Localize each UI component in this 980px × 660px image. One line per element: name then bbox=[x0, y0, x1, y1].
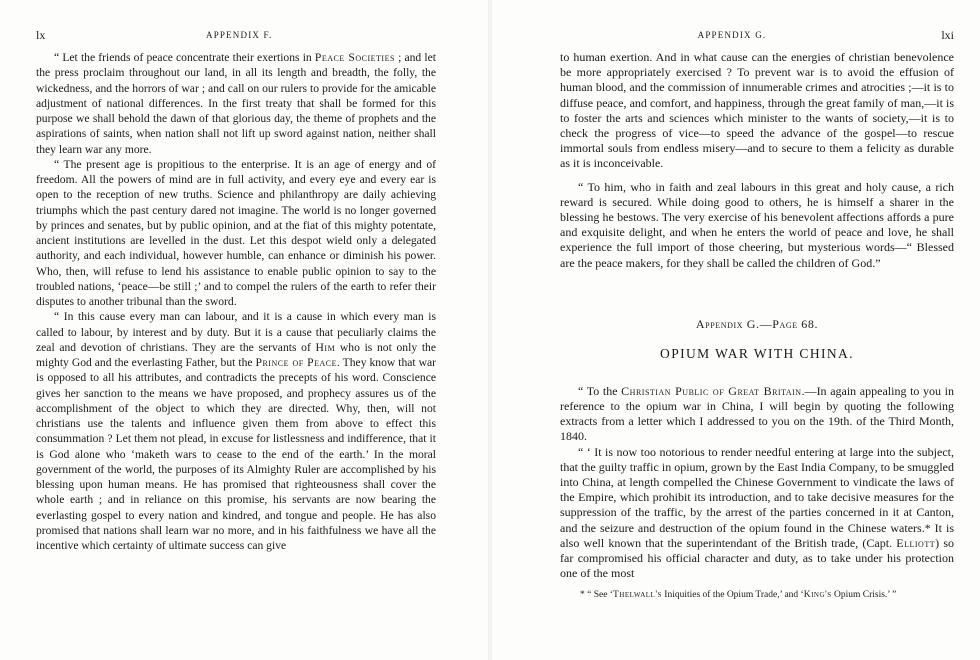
right-continued-paragraph: to human exertion. And in what cause can the energies of christian benevolence be more appropriately exercised ? To prevent war is to avoid the effusion of human blood, and the commission of innumerable crimes and atrocities ;—it is to diffuse peace, and comfort, and happiness, through the great family of man,—it is to foster the arts and sciences which minister to the wants of society,—it is to check the progress of vice—to speed the advance of the gospel—to rescue immortal souls from endless misery—and to secure to them a felicity as durable as it is inconceivable. bbox=[560, 50, 954, 171]
appendix-g-heading: Appendix G.—Page 68. bbox=[695, 316, 819, 331]
left-paragraph-3: “ In this cause every man can labour, and it is a cause in which every man is called to labour, by interest and by duty. But it is a cause that peculiarly claims the zeal and devotion of christians. They are the servants of Him who is not only the mighty God and the everlasting Father, but the Prince of Peace. They know that war is opposed to all his attributes, and contradicts the precepts of his word. Conscience gives her sanction to the means we have proposed, and prophecy assures us of the accomplishment of the object to which they are directed. Why, then, will not christians use the talents and influence given them from above to effect this consummation ? Let them not plead, in excuse for listlessness and indifference, that it is God alone who ‘maketh wars to cease to the end of the earth.’ In the moral government of the world, the purposes of its Almighty Ruler are accomplished by his blessing upon human means. He has promised that righteousness shall cover the whole earth ; and in reliance on this promise, his servants are now bearing the everlasting gospel to every nation and kindred, and tongue and people. He has also promised that nations shall learn war no more, and in his faithfulness we have all the incentive which certainty of ultimate success can give bbox=[36, 310, 436, 552]
right-page-number: lxi bbox=[941, 28, 954, 42]
right-page bbox=[490, 0, 980, 660]
right-paragraph-2: “ To him, who in faith and zeal labours in this great and holy cause, a rich reward is secured. While doing good to others, he is himself a sharer in the blessing he bestows. The very exercise of his benevolent affections affords a pure and exquisite delight, and when he enters the world of peace and love, he shall experience the full import of those cheering, but mysterious words—“ Blessed are the peace makers, for they shall be called the children of God.” bbox=[560, 179, 954, 270]
left-running-head bbox=[36, 28, 436, 50]
right-running-title: APPENDIX G. bbox=[697, 30, 767, 40]
letter-intro: “ To the Christian Public of Great Britain.—In again appealing to you in reference to the opium war in China, I will begin by quoting the following extracts from a letter which I addressed to you on the 19th. of the Third Month, 1840. bbox=[560, 383, 955, 444]
left-running-title: APPENDIX F. bbox=[206, 30, 273, 40]
opium-war-title: OPIUM WAR WITH CHINA. bbox=[660, 345, 854, 361]
left-paragraph-1: “ Let the friends of peace concentrate their exertions in Peace Societies ; and let the press proclaim throughout our land, in all its length and breadth, the folly, the wickedness, and the horrors of war ; and call on our rulers to provide for the amicable adjustment of national differences. In the first treaty that shall be formed for this purpose we shall behold the dawn of that glorious day, the theme of prophets and the aspirations of saints, when nation shall not lift up sword against nation, neither shall they learn war any more. bbox=[36, 51, 436, 156]
right-running-head bbox=[560, 28, 954, 50]
left-page-number: lx bbox=[36, 28, 46, 42]
letter-body: “ ‘ It is now too notorious to render needful entering at large into the subject, that the guilty traffic in opium, grown by the East India Company, to be smuggled into China, at length compelled the Chinese Government to vindicate the laws of the Empire, which prohibit its introduction, and to take decisive measures for the suppression of the traffic, by the arrest of the parties concerned in it at Canton, and the seizure and destruction of the opium found in the Chinese waters.* It is also well known that the superintendant of the British trade, (Capt. Elliott) so far compromised his official character and duty, as to take under his protection one of the most bbox=[560, 444, 954, 581]
footnote: * “ See ‘Thelwall's Iniquities of the Opium Trade,’ and ‘King's Opium Crisis.’ ” bbox=[580, 590, 897, 601]
left-paragraph-2: “ The present age is propitious to the enterprise. It is an age of energy and of freedom. All the powers of mind are in full activity, and every eye and every ear is open to the reception of new truths. Science and philanthropy are daily achieving triumphs which the past century dared not imagine. The world is no longer governed by princes and senates, but by public opinion, and at the fiat of this mighty potentate, ancient institutions are levelled in the dust. Let this despot wield only a delegated authority, and each individual, however humble, can enhance or diminish his power. Who, then, will refuse to lend his assistance to enable public opinion to say to the troubled nations, ‘peace—be still ;’ and to compel the rulers of the earth to refer their disputes to another tribunal than the sword. bbox=[36, 157, 436, 308]
